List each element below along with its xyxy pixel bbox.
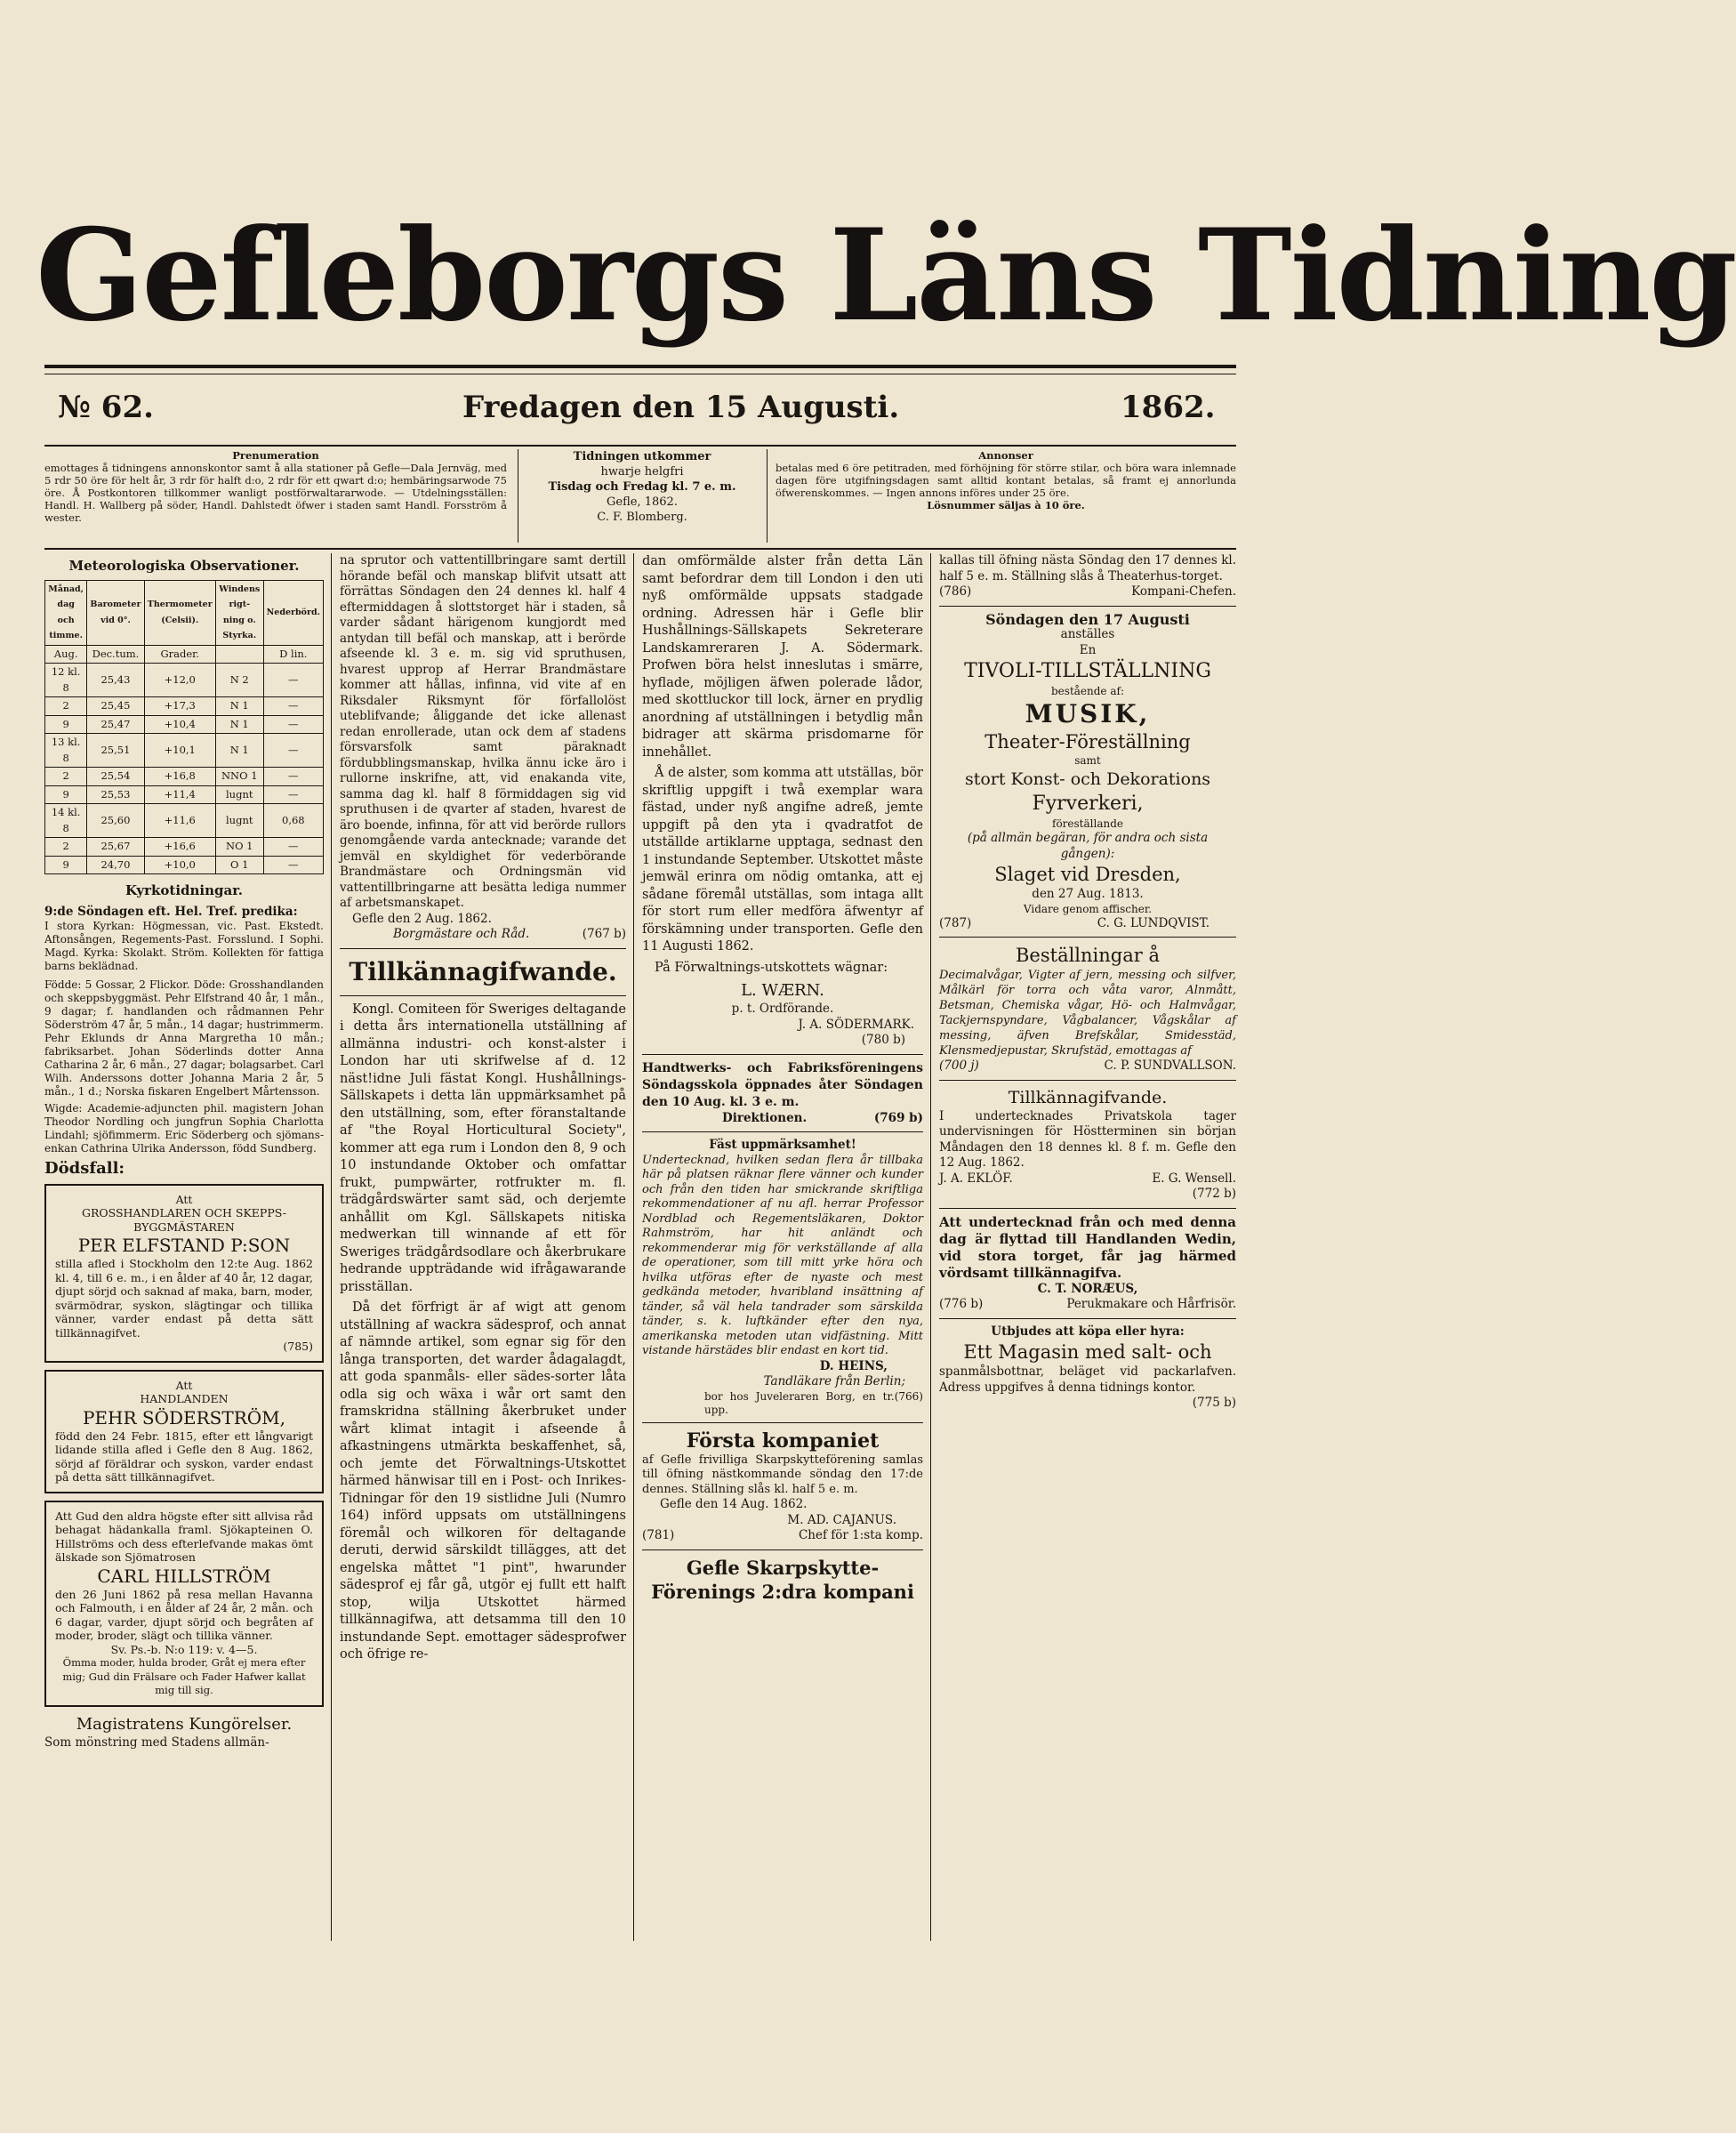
- met-cell: +11,4: [144, 785, 215, 804]
- met-title: Meteorologiska Observationer.: [68, 558, 300, 574]
- skarp-title: Gefle Skarpskytte-Förenings 2:dra kompani: [651, 1556, 914, 1603]
- konst-line: stort Konst- och Dekorations: [964, 769, 1211, 789]
- vidare-line: Vidare genom affischer.: [1023, 902, 1153, 915]
- obituary-box-3: [44, 1501, 324, 1707]
- met-row: [45, 838, 324, 857]
- col3-sep4: [642, 1549, 923, 1550]
- column-1: [44, 553, 324, 1941]
- box2-text: född den 24 Febr. 1815, efter ett långvarigt lidande stilla afled i Gefle den 8 Aug. 1862, sörjd af föräldrar och syskon, varder endast på detta sätt tillkännagifvet.: [55, 1429, 313, 1484]
- met-cell: +10,1: [144, 734, 215, 768]
- box1-name: PER ELFSTAND P:SON: [77, 1235, 291, 1256]
- tillk-title: Tillkännagifvande.: [1008, 1087, 1168, 1107]
- col3-sig2-num: (780 b): [861, 1033, 905, 1047]
- box3-psalm: Sv. Ps.-b. N:o 119: v. 4—5.: [110, 1642, 258, 1656]
- utbjudes-line: Utbjudes att köpa eller hyra:: [991, 1324, 1185, 1339]
- met-cell: +10,4: [144, 715, 215, 734]
- bestaende-line: bestående af:: [1051, 685, 1124, 697]
- met-cell: +16,6: [144, 838, 215, 857]
- masthead-title: Gefleborgs Läns Tidning: [36, 202, 1736, 350]
- met-row: [45, 856, 324, 874]
- col4-top-sig: Kompani-Chefen.: [1131, 584, 1236, 599]
- utkommer-printer: C. F. Blomberg.: [597, 511, 687, 524]
- vigde-text: Wigde: Academie-adjuncten phil. magistern Johan Theodor Nordling och jungfrun Sophia Charlotta Lindahl; sjöfimmerm. Eric Söderberg och sjömans-enkan Cathrina Ulrika Andersson, född Sundberg.: [44, 1102, 324, 1155]
- col-divider-2: [633, 553, 634, 1941]
- met-cell: N 1: [215, 697, 263, 716]
- annonser-text: betalas med 6 öre petitraden, med förhöjning för större stilar, och böra wara inlemnade dagen före utgifningsdagen samt alltid kontant betalas, så framt ej annorlunda öfwerenskommes. — Ingen annons införes under 25 öre.: [776, 462, 1236, 499]
- met-unit: Grader.: [144, 645, 215, 664]
- forsta-sig: M. AD. CAJANUS.: [787, 1512, 896, 1527]
- col4-sep4: [939, 1208, 1236, 1209]
- hand-sig-row: [642, 1111, 923, 1127]
- hand-num: (769 b): [873, 1110, 923, 1125]
- col3-sep3: [642, 1422, 923, 1423]
- met-cell: 12 kl. 8: [45, 664, 87, 697]
- met-header-row: [45, 580, 324, 645]
- met-cell: 9: [45, 856, 87, 874]
- met-unit: Dec.tum.: [87, 645, 144, 664]
- met-cell: —: [263, 715, 323, 734]
- tillk-sig1: J. A. EKLÖF.: [939, 1171, 1013, 1186]
- met-cell: —: [263, 697, 323, 716]
- prenumeration-text: emottages å tidningens annonskontor samt å alla stationer på Gefle—Dala Jernväg, med 5 rdr 50 öre för helt år, 3 rdr för halft d:o, 2 rdr för ett qwart d:o; hembäringsarwode 75 öre. Å Postkontoren tillkommer wanligt postförwaltararwode. — Utdelningsställen: Handl. H. Wallberg på söder, Handl. Dahlstedt öfwer i staden samt Handl. Forsström å wester.: [44, 462, 507, 524]
- met-header: Thermometer (Celsii).: [144, 580, 215, 645]
- annonser-box: [776, 449, 1236, 545]
- met-cell: N 2: [215, 664, 263, 697]
- col3-sig2: J. A. SÖDERMARK.: [798, 1017, 914, 1032]
- box1-role: GROSSHANDLAREN OCH SKEPPS-BYGGMÄSTAREN: [82, 1206, 286, 1234]
- fyrverkeri-line: Fyrverkeri,: [1032, 793, 1144, 815]
- met-cell: +10,0: [144, 856, 215, 874]
- norae-role: Perukmakare och Hårfrisör.: [1066, 1297, 1236, 1311]
- col-divider-3: [930, 553, 931, 1941]
- col2-signer-row: [340, 927, 626, 943]
- header-divider-2: [767, 449, 768, 543]
- met-header: Nederbörd.: [263, 580, 323, 645]
- forsta-title: Första kompaniet: [686, 1429, 880, 1453]
- met-cell: NNO 1: [215, 768, 263, 786]
- met-cell: 2: [45, 838, 87, 857]
- tillk-sig2: E. G. Wensell.: [1152, 1171, 1236, 1186]
- prenumeration-box: [44, 449, 507, 545]
- slaget-date: den 27 Aug. 1813.: [1032, 887, 1144, 901]
- norae-num: (776 b): [939, 1297, 984, 1311]
- met-unit-row: [45, 645, 324, 664]
- col3-sig1: L. WÆRN.: [741, 981, 824, 1000]
- col4-top-num: (786): [939, 584, 972, 599]
- hand-text: Handtwerks- och Fabriksföreningens Söndagsskola öppnades åter Söndagen den 10 Aug. kl. 3 e. m.: [642, 1060, 923, 1109]
- col2-signer: Borgmästare och Råd.: [393, 927, 530, 941]
- header-rule: [44, 548, 1236, 550]
- samt-line: samt: [1074, 754, 1101, 767]
- tillk-sig-row: [939, 1171, 1236, 1187]
- col2-text2: Kongl. Comiteen för Sweriges deltagande i detta års internationella utställning af allmänna industri- och konst-alster i London har uti skrifwelse af d. 12 näst!idne Juli fästat Kongl. Hushållnings-Sällskapets i detta län uppmärksamhet på den utställning, som, efter föranstaltande af "the Royal Horticultural Society", kommer att ega rum i London den 8, 9 och 10 instundande Oktober och omfattar frukt, pumpwärter, rotfrukter m. fl. trädgårdswärter samt säd, och derjemte anhållit om Kgl. Sällskapets nitiska medwerkan till winnande af ett för Sweriges trädgårdsodlare och åkerbrukare hedrande uppträdande wid ifrågawarande prisställan.: [340, 1002, 626, 1294]
- col2-title2: Tillkännagifwande.: [349, 956, 617, 986]
- col4-top-text: kallas till öfning nästa Söndag den 17 dennes kl. half 5 e. m. Ställning slås å Theaterhus-torget.: [939, 553, 1236, 584]
- best-sig: C. P. SUNDVALLSON.: [1104, 1058, 1236, 1073]
- magistrat-text: Som mönstring med Stadens allmän-: [44, 1735, 269, 1750]
- heins-addr-row: [642, 1390, 923, 1417]
- met-cell: +16,8: [144, 768, 215, 786]
- utkommer-title: Tidningen utkommer: [573, 450, 711, 463]
- kyrko-text: I stora Kyrkan: Högmessan, vic. Past. Ekstedt. Aftonsången, Regements-Past. Forsslund. I Sophi. Magd. Kyrka: Skolakt. Ström. Kollekten för fattiga barns beklädnad.: [44, 920, 324, 972]
- met-cell: N 1: [215, 734, 263, 768]
- met-cell: —: [263, 785, 323, 804]
- met-cell: —: [263, 768, 323, 786]
- tivoli-title: TIVOLI-TILLSTÄLLNING: [964, 660, 1211, 682]
- forsta-num: (781): [642, 1528, 675, 1542]
- best-num: (700 j): [939, 1058, 979, 1073]
- met-cell: 25,51: [87, 734, 144, 768]
- met-cell: 13 kl. 8: [45, 734, 87, 768]
- box2-role: HANDLANDEN: [140, 1392, 229, 1405]
- box3-verse: Ömma moder, hulda broder, Gråt ej mera efter mig; Gud din Frälsare och Fader Hafwer kallat mig till sig.: [62, 1656, 306, 1696]
- met-cell: 9: [45, 785, 87, 804]
- met-cell: lugnt: [215, 804, 263, 838]
- anstalles-line: anställes: [1060, 627, 1115, 641]
- best-sig-row: [939, 1058, 1236, 1075]
- magasin-title: Ett Magasin med salt- och: [963, 1341, 1212, 1363]
- met-unit: [215, 645, 263, 664]
- met-cell: —: [263, 856, 323, 874]
- box2-at: Att: [175, 1378, 193, 1392]
- dateline-rule: [44, 445, 1236, 447]
- met-cell: 25,67: [87, 838, 144, 857]
- met-cell: 2: [45, 768, 87, 786]
- met-cell: 0,68: [263, 804, 323, 838]
- issue-year: 1862.: [1121, 390, 1216, 425]
- obituary-box-2: [44, 1370, 324, 1493]
- box1-text: stilla afled i Stockholm den 12:te Aug. 1862 kl. 4, till 6 e. m., i en ålder af 40 år, 12 dagar, djupt sörjd och saknad af maka, barn, moder, svärmödrar, syskon, slägtingar och tillika vänner, varder endast på detta sätt tillkännagifvet.: [55, 1257, 313, 1340]
- met-unit: D lin.: [263, 645, 323, 664]
- forsta-role-row: [642, 1528, 923, 1544]
- slaget-line: Slaget vid Dresden,: [994, 864, 1181, 885]
- col4-top-row: [939, 584, 1236, 600]
- losnummer-text: Lösnummer säljas à 10 öre.: [927, 499, 1085, 511]
- met-cell: 25,47: [87, 715, 144, 734]
- met-cell: 24,70: [87, 856, 144, 874]
- met-row: [45, 697, 324, 716]
- best-text: Decimalvågar, Vigter af jern, messing och silfver, Målkärl för torra och våta varor, Alnmått, Betsman, Chemiska vågar, Hö- och Halmvågar, Tackjernspyndare, Vågbalancer, Vågskålar af messing, äfven Brefskålar, Smidesstäd, Klensmedjepustar, Skrufstäd, emottagas af: [939, 969, 1236, 1058]
- box3-text2: den 26 Juni 1862 på resa mellan Havanna och Falmouth, i en ålder af 24 år, 2 mån. och 6 dagar, varder, djupt sörjd och begråten af moder, broder, slägt och tillika vänner.: [55, 1587, 313, 1642]
- met-cell: N 1: [215, 715, 263, 734]
- met-cell: lugnt: [215, 785, 263, 804]
- col3-text3: På Förwaltnings-utskottets wägnar:: [655, 960, 888, 975]
- issue-number: № 62.: [58, 390, 154, 425]
- col2-num: (767 b): [582, 927, 626, 941]
- column-4: [939, 553, 1236, 1941]
- met-row: [45, 664, 324, 697]
- magasin-num: (775 b): [1192, 1396, 1236, 1410]
- begaran-line: (på allmän begäran, för andra och sista gången):: [967, 831, 1209, 861]
- col2-text1: na sprutor och vattentillbringare samt dertill hörande befäl och manskap blifvit utsatt att förrättas Söndagen den 24 dennes kl. half 4 eftermiddagen å slottstorget här i staden, så varder sådant härigenom kungjordt med antydan till befäl och manskap, att i berörde afseende kl. 3 e. m. sig vid spruthusen, hvarest upprop af Herrar Brandmästare kommer att hållas, infinna, vid vite af en Riksdaler Riksmynt för förfallolöst uteblifvande; åliggande det icke allenast redan enrollerade, utan ock dem af stadens försvarsfolk samt päraknadt fördubblingsmanskap, hvilka ännu icke äro i rullorne inskrifne, att, vid enakanda vite, samma dag kl. half 8 förmiddagen sig vid spruthusen i de qvarter af staden, hvarest de äro boende, infinna, för att vid berörde rullors genomgående varda antecknade; varande det jemväl en skyldighet för vederbörande Brandmästare och Ordningsmän vid vattentillbringarne att besätta lediga nummer af arbetsmanskapet.: [340, 553, 626, 910]
- met-cell: 25,54: [87, 768, 144, 786]
- dodsfall-title: Dödsfall:: [44, 1159, 125, 1178]
- heins-role: Tandläkare från Berlin;: [763, 1374, 905, 1388]
- norae-text: Att undertecknad från och med denna dag är flyttad till Handlanden Wedin, vid stora torget, får jag härmed vördsamt tillkännagifva.: [939, 1213, 1236, 1281]
- col4-sep1: [939, 606, 1236, 607]
- col4-sep5: [939, 1318, 1236, 1319]
- met-unit: Aug.: [45, 645, 87, 664]
- met-cell: 14 kl. 8: [45, 804, 87, 838]
- col2-signoff: Gefle den 2 Aug. 1862.: [352, 911, 492, 926]
- fast-title: Fäst uppmärksamhet!: [709, 1138, 856, 1152]
- col4-sep3: [939, 1080, 1236, 1081]
- col3-text1: dan omförmälde alster från detta Län samt befordrar dem till London i den uti nyß omförmälde uppsats stadgade ordning. Adressen här i Gefle blir Hushållnings-Sällskapets Sekreterare Landskamreraren J. A. Södermark. Profwen böra helst inneslutas i smärre, hyflade, möjligen äfwen polerade lådor, med skottluckor till lock, ärner en prydlig anordning af utställningen i betydlig mån bidrager att skärma prisdomarne för innehållet.: [642, 554, 923, 760]
- norae-sig: C. T. NORÆUS,: [1037, 1281, 1138, 1296]
- met-cell: 2: [45, 697, 87, 716]
- box3-name: CARL HILLSTRÖM: [97, 1565, 271, 1587]
- met-cell: —: [263, 664, 323, 697]
- met-cell: O 1: [215, 856, 263, 874]
- norae-role-row: [939, 1297, 1236, 1313]
- met-cell: 25,60: [87, 804, 144, 838]
- tivoli-sig: C. G. LUNDQVIST.: [1097, 915, 1210, 930]
- met-cell: 9: [45, 715, 87, 734]
- musik-title: MUSIK,: [1025, 699, 1151, 728]
- best-title: Beställningar å: [1016, 945, 1160, 966]
- met-row: [45, 715, 324, 734]
- masthead-rule-top: [44, 365, 1236, 368]
- theater-line: Theater-Föreställning: [985, 731, 1191, 753]
- tillk-text: I undertecknades Privatskola tager undervisningen för Höstterminen sin början Måndagen den 18 dennes kl. 8 f. m. Gefle den 12 Aug. 1862.: [939, 1108, 1236, 1170]
- met-cell: 25,43: [87, 664, 144, 697]
- magasin-text: spanmålsbottnar, beläget vid packarlafven. Adress uppgifves å denna tidnings kontor.: [939, 1364, 1236, 1395]
- met-cell: NO 1: [215, 838, 263, 857]
- column-3: [642, 553, 923, 1941]
- magistrat-title: Magistratens Kungörelser.: [76, 1714, 293, 1734]
- col4-sep2: [939, 937, 1236, 938]
- box1-at: Att: [175, 1192, 193, 1206]
- box3-text1: Att Gud den aldra högste efter sitt allvisa råd behagat hädankalla framl. Sjökapteinen O. Hillströms och dess efterlefvande makas ömt älskade son Sjömatrosen: [55, 1509, 313, 1564]
- utkommer-line2: Tisdag och Fredag kl. 7 e. m.: [548, 480, 736, 494]
- heins-name: D. HEINS,: [819, 1358, 888, 1373]
- met-cell: +12,0: [144, 664, 215, 697]
- tillk-num: (772 b): [1192, 1187, 1236, 1201]
- col-divider-1: [331, 553, 332, 1941]
- met-row: [45, 785, 324, 804]
- forsta-text: af Gefle frivilliga Skarpskytteförening samlas till öfning nästkommande söndag den 17:de dennes. Ställning slås kl. half 5 e. m.: [642, 1453, 923, 1496]
- en-line: En: [1079, 642, 1097, 657]
- col3-sep2: [642, 1131, 923, 1132]
- met-row: [45, 734, 324, 768]
- box2-name: PEHR SÖDERSTRÖM,: [82, 1406, 286, 1429]
- col2-text3: Då det förfrigt är af wigt att genom utställning af wackra sädesprof, och annat af nämnde artikel, som egnar sig för den långa transporten, det warder ådagalagdt, att goda spanmåls- eller sädes-sorter låta odla sig och wäxa i wår ort samt den framskridna ställning åkerbruket under wårt klimat intagit i afseende å afkastningens utmärkta beskaffenhet, så, och jemte det Förwaltnings-Utskottet härmed hänwisar till en i Post- och Inrikes-Tidningar för den 19 sistlidne Juli (Numro 164) införd uppsats om utställningens föremål och wilkoren för deltagande deruti, derwid särskildt tillägges, att det engelska måttet "1 pint", hwarunder sädesprof ej får gå, utgör ej fullt ett halft stop, wilja Utskottet härmed tillkännagifwa, att detsamma till den 10 instundande Sept. emottager sädesprofwer och öfrige re-: [340, 1300, 626, 1662]
- met-cell: +11,6: [144, 804, 215, 838]
- heins-addr: bor hos Juveleraren Borg, en tr. upp.: [704, 1389, 895, 1416]
- forsta-date: Gefle den 14 Aug. 1862.: [660, 1497, 808, 1511]
- fodde-text: Födde: 5 Gossar, 2 Flickor. Döde: Grosshandlanden och skeppsbyggmäst. Pehr Elfstrand 40 år, 1 mån., 9 dagar; f. handlanden och rådmannen Pehr Söderström 47 år, 5 mån., 14 dagar; hustrimmerm. Pehr Eklunds dr Anna Margretha 10 mån.; fabriksarbet. Johan Söderlinds dotter Anna Catharina 2 år, 6 mån., 27 dagar; bolagsarbet. Carl Wilh. Anderssons dotter Johanna Maria 2 år, 5 mån., 1 d.; Norska fiskaren Engelbert Mårtensson.: [44, 978, 324, 1098]
- col2-sep2: [340, 995, 626, 996]
- met-table: [44, 580, 324, 875]
- hand-sig: Direktionen.: [722, 1110, 808, 1125]
- col3-sep1: [642, 1054, 923, 1055]
- met-cell: —: [263, 838, 323, 857]
- met-row: [45, 804, 324, 838]
- issue-date: Fredagen den 15 Augusti.: [462, 390, 900, 425]
- utkommer-line1: hwarje helgfri: [600, 465, 684, 479]
- fast-text: Undertecknad, hvilken sedan flera år tillbaka här på platsen räknar flere vänner och kunder och från den tiden har smickrande skriftliga rekommendationer af nu afl. herrar Professor Nordblad och Regementsläkaren, Doktor Rahmström, har hit anländt och rekommenderar mig för verkställande af alla de operationer, som till mitt yrke höra och hvilka utföras efter de nyaste och mest gedkända metoder, hvaribland insättning af tänder, så väl hela tandrader som särskilda tänder, s. k. luftkänder efter den nya, amerikanska metoden utan vidfästning. Mitt vistande härstädes blir endast en kort tid.: [642, 1153, 923, 1357]
- utkommer-box: [526, 449, 758, 545]
- sondag-line: Söndagen den 17 Augusti: [985, 610, 1190, 628]
- met-header: Windens rigt-ning o. Styrka.: [215, 580, 263, 645]
- col3-sig1-role: p. t. Ordförande.: [731, 1002, 834, 1016]
- forsta-role: Chef för 1:sta komp.: [798, 1528, 923, 1542]
- column-2: [340, 553, 626, 1941]
- met-header: Månad, dag och timme.: [45, 580, 87, 645]
- annonser-title: Annonser: [978, 449, 1033, 462]
- col2-sep: [340, 948, 626, 949]
- tivoli-num: (787): [939, 915, 972, 930]
- heins-num: (766): [894, 1389, 923, 1403]
- met-cell: +17,3: [144, 697, 215, 716]
- tivoli-sig-row: [939, 916, 1236, 932]
- met-cell: —: [263, 734, 323, 768]
- obituary-box-1: [44, 1184, 324, 1363]
- kyrko-sub: 9:de Söndagen eft. Hel. Tref. predika:: [44, 904, 298, 919]
- prenumeration-title: Prenumeration: [232, 449, 319, 462]
- met-cell: 25,53: [87, 785, 144, 804]
- met-body: [45, 664, 324, 874]
- kyrko-title: Kyrkotidningar.: [125, 882, 243, 898]
- forestallande-line: föreställande: [1052, 817, 1123, 830]
- met-header: Barometer vid 0°.: [87, 580, 144, 645]
- met-row: [45, 768, 324, 786]
- utkommer-place: Gefle, 1862.: [607, 495, 678, 509]
- met-cell: 25,45: [87, 697, 144, 716]
- col3-text2: Å de alster, som komma att utställas, bör skriftlig uppgift i twå exemplar wara fästad, under nyß angifne adreß, jemte uppgift på den yta i qvadratfot de utställde artiklarne upptaga, sednast den 1 instundande September. Utskottet måste jemwäl erinra om nödig omtanka, att ej sådane föremål utställas, som intaga allt för stort rum eller medföra äfwentyr af förskämning under transporten. Gefle den 11 Augusti 1862.: [642, 766, 923, 954]
- box1-num: (785): [283, 1340, 313, 1353]
